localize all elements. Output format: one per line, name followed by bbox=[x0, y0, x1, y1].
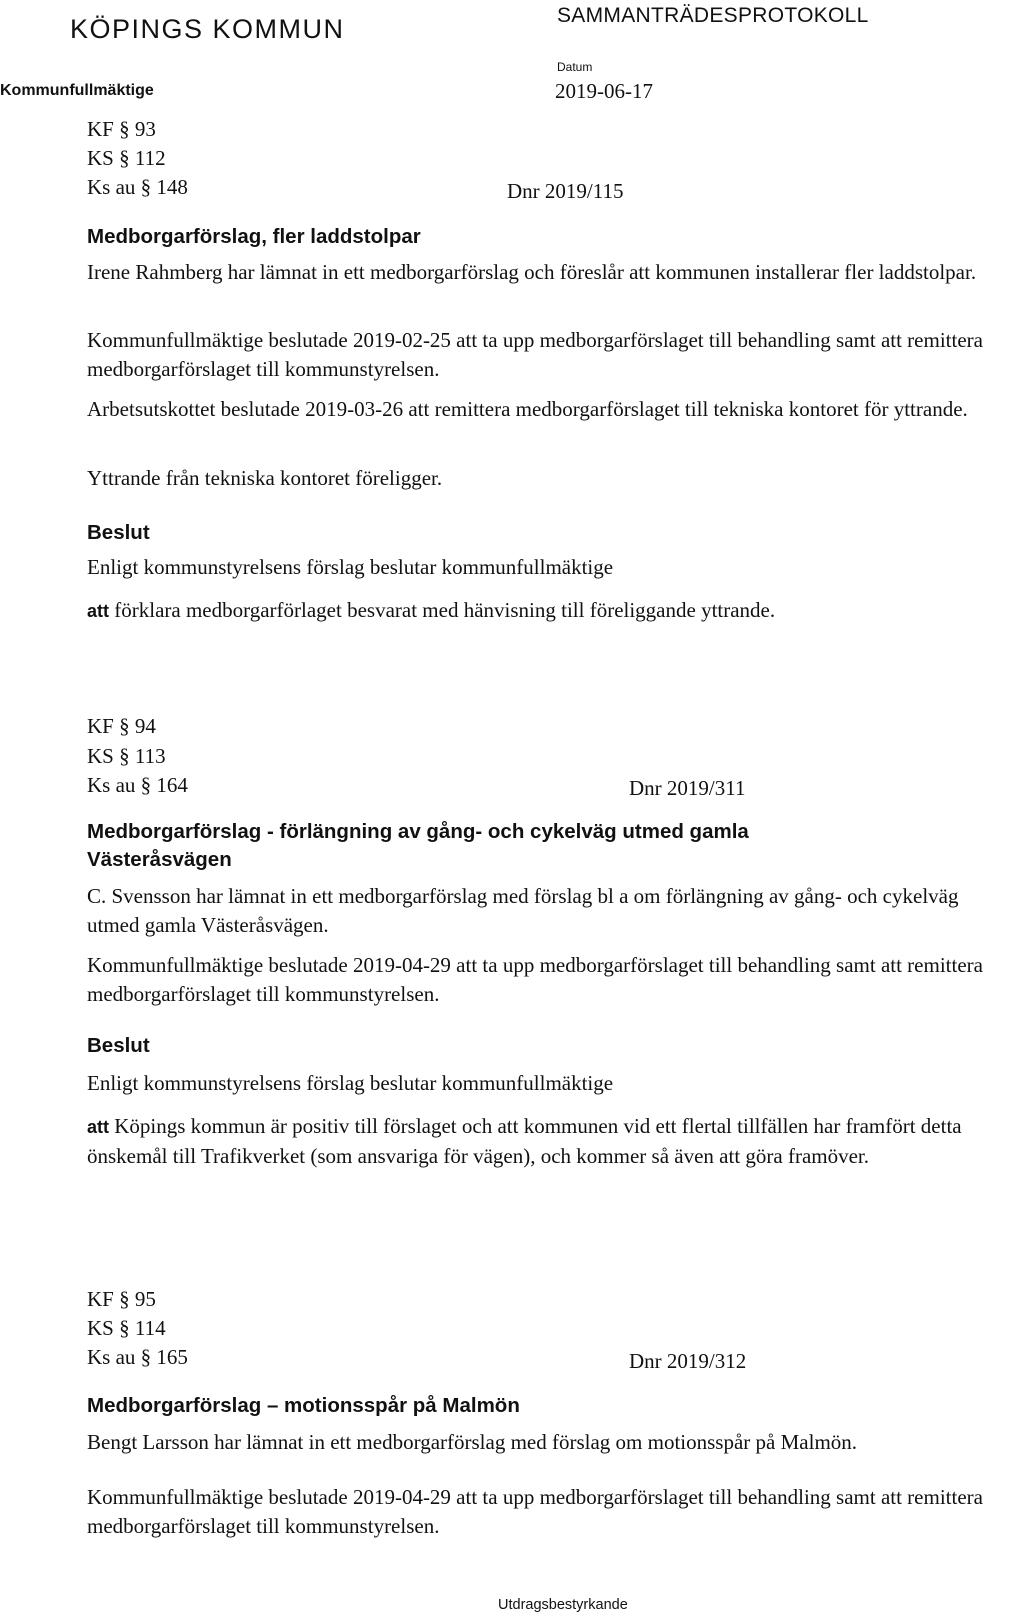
ks-reference: KS § 113 bbox=[87, 744, 166, 768]
item-title-line1: Medborgarförslag - förlängning av gång- och cykelväg utmed gamla bbox=[87, 820, 749, 843]
ksau-reference: Ks au § 164 bbox=[87, 773, 188, 797]
ksau-reference: Ks au § 165 bbox=[87, 1345, 188, 1369]
att-keyword: att bbox=[87, 1117, 109, 1137]
document-type: SAMMANTRÄDESPROTOKOLL bbox=[557, 4, 869, 27]
certification-label: Utdragsbestyrkande bbox=[498, 1597, 628, 1613]
att-keyword: att bbox=[87, 601, 109, 621]
dnr-reference: Dnr 2019/311 bbox=[629, 776, 746, 800]
organization-name: KÖPINGS KOMMUN bbox=[70, 14, 345, 44]
kf-reference: KF § 95 bbox=[87, 1287, 156, 1311]
decision-text: Köpings kommun är positiv till förslaget och att kommunen vid ett flertal tillfällen har framfört detta önskemål till Trafikverket (som ansvariga för vägen), och kommer så även att göra framöver. bbox=[87, 1114, 962, 1168]
dnr-reference: Dnr 2019/115 bbox=[507, 179, 624, 203]
governing-body: Kommunfullmäktige bbox=[0, 82, 154, 99]
paragraph: Kommunfullmäktige beslutade 2019-02-25 att ta upp medborgarförslaget till behandling samt att remittera medborgarförslaget till kommunstyrelsen. bbox=[87, 328, 983, 381]
ksau-reference: Ks au § 148 bbox=[87, 175, 188, 199]
kf-reference: KF § 93 bbox=[87, 117, 156, 141]
paragraph: Yttrande från tekniska kontoret föreligger. bbox=[87, 466, 443, 490]
paragraph: Kommunfullmäktige beslutade 2019-04-29 att ta upp medborgarförslaget till behandling samt att remittera medborgarförslaget till kommunstyrelsen. bbox=[87, 953, 983, 1006]
dnr-reference: Dnr 2019/312 bbox=[629, 1349, 747, 1373]
ks-reference: KS § 114 bbox=[87, 1316, 166, 1340]
decision-intro: Enligt kommunstyrelsens förslag beslutar kommunfullmäktige bbox=[87, 555, 614, 579]
decision-statement bbox=[87, 1112, 1007, 1171]
paragraph: Arbetsutskottet beslutade 2019-03-26 att remittera medborgarförslaget till tekniska kontoret för yttrande. bbox=[87, 397, 968, 421]
meeting-date: 2019-06-17 bbox=[555, 79, 653, 103]
decision-text: förklara medborgarförlaget besvarat med hänvisning till föreliggande yttrande. bbox=[114, 598, 776, 622]
decision-heading: Beslut bbox=[87, 521, 150, 544]
decision-intro: Enligt kommunstyrelsens förslag beslutar kommunfullmäktige bbox=[87, 1071, 614, 1095]
paragraph: Bengt Larsson har lämnat in ett medborgarförslag med förslag om motionsspår på Malmön. bbox=[87, 1430, 858, 1454]
date-label: Datum bbox=[557, 60, 593, 74]
paragraph: Kommunfullmäktige beslutade 2019-04-29 att ta upp medborgarförslaget till behandling samt att remittera medborgarförslaget till kommunstyrelsen. bbox=[87, 1485, 983, 1538]
decision-statement bbox=[87, 596, 1007, 626]
item-title-line2: Västeråsvägen bbox=[87, 848, 232, 871]
item-title: Medborgarförslag – motionsspår på Malmön bbox=[87, 1394, 520, 1417]
item-title: Medborgarförslag, fler laddstolpar bbox=[87, 225, 421, 248]
ks-reference: KS § 112 bbox=[87, 146, 166, 170]
kf-reference: KF § 94 bbox=[87, 714, 156, 738]
paragraph: Irene Rahmberg har lämnat in ett medborgarförslag och föreslår att kommunen installerar fler laddstolpar. bbox=[87, 260, 977, 284]
decision-heading: Beslut bbox=[87, 1034, 150, 1057]
paragraph: C. Svensson har lämnat in ett medborgarförslag med förslag bl a om förlängning av gång- och cykelväg utmed gamla Västeråsvägen. bbox=[87, 884, 959, 937]
